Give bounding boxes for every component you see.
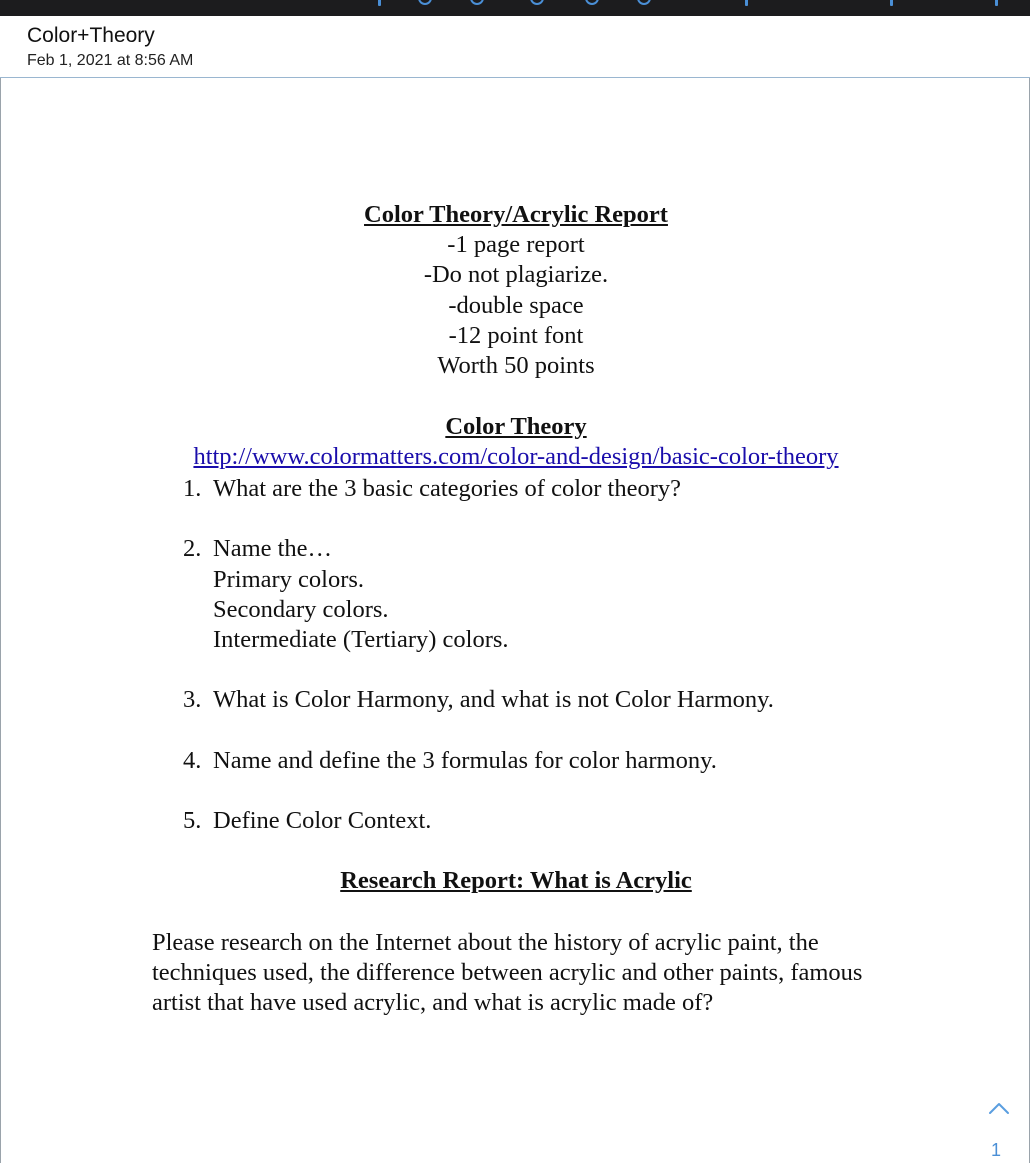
- pencil-icon[interactable]: [530, 0, 544, 5]
- eraser-icon[interactable]: [585, 0, 599, 5]
- list-number: 3.: [183, 686, 202, 714]
- question-text: What is Color Harmony, and what is not Color Harmony.: [213, 686, 774, 714]
- document-header: [0, 16, 1030, 78]
- color-theory-link[interactable]: http://www.colormatters.com/color-and-design/basic-color-theory: [193, 443, 839, 471]
- list-number: 1.: [183, 475, 202, 502]
- top-toolbar: [0, 0, 1030, 16]
- question-text: Define Color Context.: [213, 807, 432, 835]
- chevron-up-icon[interactable]: [985, 1094, 1013, 1122]
- list-item: [183, 806, 883, 836]
- toolbar-tool-icon[interactable]: [378, 0, 381, 6]
- question-text: Name and define the 3 formulas for color harmony.: [213, 746, 717, 774]
- question-list: [183, 474, 883, 867]
- sub-item: Secondary colors.: [213, 595, 389, 623]
- markup-pen-icon[interactable]: [418, 0, 432, 5]
- acrylic-section: [1, 866, 1030, 896]
- lasso-icon[interactable]: [637, 0, 651, 5]
- sub-item: Primary colors.: [213, 565, 365, 593]
- list-number: 2.: [183, 535, 202, 563]
- page-number-indicator[interactable]: 1: [991, 1140, 1002, 1160]
- list-item: [183, 746, 883, 776]
- document-date: Feb 1, 2021 at 8:56 AM: [27, 52, 194, 69]
- list-item: [183, 534, 883, 655]
- acrylic-paragraph: Please research on the Internet about the history of acrylic paint, the techniques used, the difference between acrylic and other paints, famous artist that have used acrylic, and what is acrylic made of?: [152, 929, 863, 1017]
- text-tool-icon[interactable]: [745, 0, 748, 6]
- requirement-line: -double space: [448, 291, 584, 319]
- list-number: 5.: [183, 807, 202, 835]
- requirement-line: Worth 50 points: [437, 352, 595, 380]
- requirement-line: -1 page report: [447, 231, 585, 259]
- acrylic-heading: Research Report: What is Acrylic: [340, 867, 692, 894]
- more-icon[interactable]: [995, 0, 998, 6]
- sub-item: Intermediate (Tertiary) colors.: [213, 626, 509, 653]
- share-icon[interactable]: [890, 0, 893, 6]
- highlighter-icon[interactable]: [470, 0, 484, 5]
- color-theory-heading: Color Theory: [445, 413, 587, 440]
- question-text: What are the 3 basic categories of color theory?: [213, 475, 682, 502]
- report-title: Color Theory/Acrylic Report: [364, 201, 668, 228]
- list-item: [183, 474, 883, 504]
- requirement-line: -12 point font: [448, 321, 584, 349]
- report-header-block: [1, 200, 1030, 381]
- list-number: 4.: [183, 746, 202, 774]
- document-page[interactable]: [0, 78, 1030, 1163]
- question-text: Name the…: [213, 535, 333, 563]
- document-file-name: Color+Theory: [27, 24, 155, 47]
- requirement-line: -Do not plagiarize.: [423, 261, 609, 289]
- color-theory-section: [1, 412, 1030, 472]
- list-item: [183, 685, 883, 715]
